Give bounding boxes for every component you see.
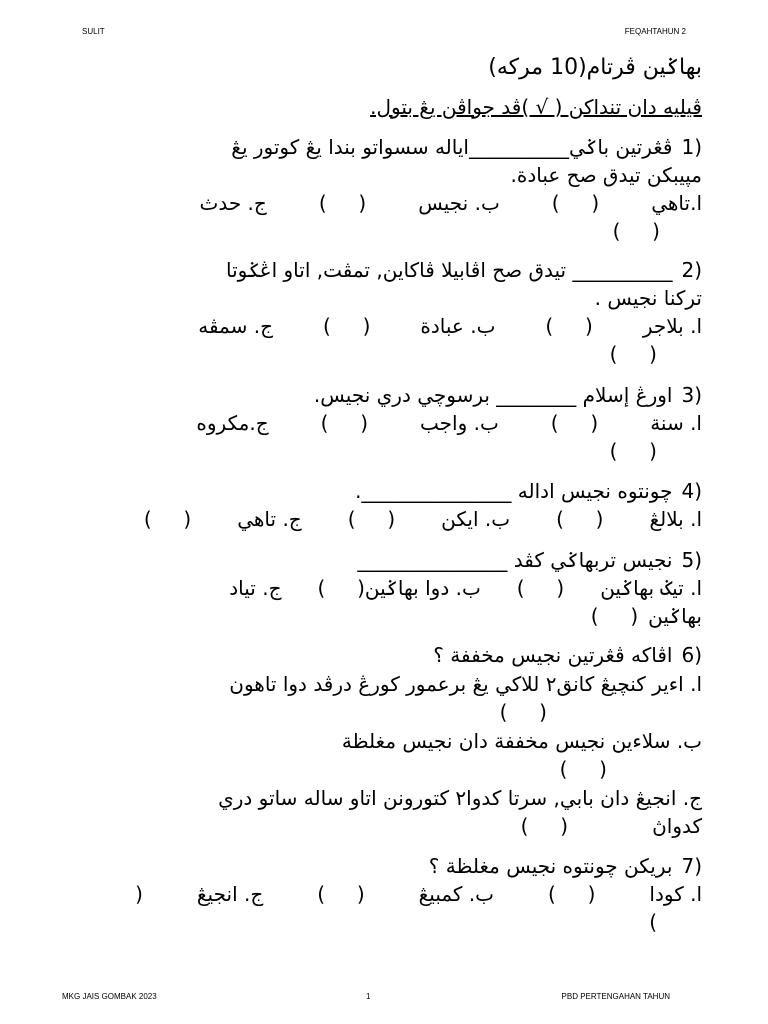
question-stem-line (60, 546, 702, 574)
exam-content (60, 0, 702, 1024)
question-number: 3) (681, 383, 702, 407)
section-heading (60, 53, 702, 83)
answer-box: ( ) (609, 439, 657, 463)
instruction-text: ڤيليه دان تنداكن ( √ )ڤد جواڤن يڠ بتول. (370, 95, 702, 119)
answer-box: ( ) (318, 191, 367, 215)
answer-box: ( ) (559, 757, 607, 781)
option-b: ب. نجيس (418, 191, 500, 215)
section-title: بهاݢين ڤرتام(10 مركه) (488, 55, 702, 80)
option-b: ب. سلاءين نجيس مخففة دان نجيس مغلظة (341, 728, 702, 753)
option-b-line (60, 727, 702, 756)
options-row (60, 602, 702, 630)
question-stem-line (60, 133, 702, 161)
question-4 (60, 477, 702, 533)
option-c: ج.مكروه (196, 411, 269, 435)
answer-box: ( ) (551, 191, 600, 215)
option-b: ب. واجب (420, 411, 499, 435)
answer-box: ( ) (516, 576, 565, 600)
answer-box: ( ) (347, 507, 396, 531)
option-b-group (317, 574, 480, 602)
answer-box: ( ) (548, 882, 596, 906)
answer-box-open: ( (135, 882, 143, 906)
option-b: ب. عبادة (420, 314, 496, 338)
option-a: ا.تاهي (651, 191, 702, 215)
option-c-continued: بهاݢين (648, 604, 702, 628)
options-row (60, 908, 702, 936)
answer-box: ( ) (556, 507, 604, 531)
options-row (60, 880, 702, 908)
question-stem-line (60, 161, 702, 189)
footer-left: MKG JAIS GOMBAK 2023 (62, 992, 157, 1001)
options-row (60, 755, 702, 784)
question-stem-line (60, 284, 702, 312)
option-a: ا. بلاجر (642, 314, 702, 338)
options-row (60, 312, 702, 340)
option-a-line (60, 670, 702, 699)
options-row (60, 340, 702, 368)
option-a: ا. كودا (649, 882, 702, 906)
question-7 (60, 852, 702, 936)
options-row (60, 505, 702, 533)
question-number: 5) (681, 548, 702, 572)
answer-box: ( ) (612, 219, 660, 243)
footer-right: PBD PERTENGAHAN TAHUN (561, 992, 670, 1001)
answer-box: ( ) (323, 314, 371, 338)
question-number: 2) (681, 258, 702, 282)
option-a: ا. تيݢ بهاݢين (600, 576, 702, 600)
header-right: FEQAHTAHUN 2 (624, 27, 686, 36)
options-row (60, 812, 702, 841)
options-row (60, 409, 702, 437)
question-text: اورڠ إسلام ________ برسوچي دري نجيس. (313, 383, 673, 407)
question-text: تركنا نجيس . (594, 286, 702, 310)
question-number: 4) (681, 479, 702, 503)
question-stem-line (60, 477, 702, 505)
answer-box: ( ) (545, 314, 593, 338)
question-stem-line (60, 641, 702, 670)
option-c: ج. حدث (199, 191, 267, 215)
question-6 (60, 641, 702, 841)
instruction-block (60, 93, 702, 121)
answer-box: ( ) (317, 882, 365, 906)
option-c-continued: كدواڽ (652, 814, 702, 838)
question-text: ڤڠرتين باݢي__________اياله سسواتو بندا يڠ كوتور يڠ (231, 135, 673, 159)
answer-box: ( ) (143, 507, 192, 531)
option-c: ج. تياد (229, 576, 282, 600)
option-b: ب. ايكن (441, 507, 511, 531)
options-row (60, 217, 702, 245)
question-3 (60, 381, 702, 465)
answer-box: ( ) (590, 604, 639, 628)
answer-box: ( ) (499, 700, 547, 724)
options-row (60, 574, 702, 602)
question-2 (60, 256, 702, 368)
question-1 (60, 133, 702, 245)
options-row (60, 698, 702, 727)
option-c: ج. تاهي (237, 507, 302, 531)
answer-box: ( ) (317, 576, 365, 600)
options-row (60, 437, 702, 465)
answer-box: ( ) (609, 342, 657, 366)
question-stem-line (60, 852, 702, 880)
question-text: مپيبكن تيدق صح عبادة. (510, 163, 702, 187)
option-c: ج. انجيڠ (196, 882, 264, 906)
question-5 (60, 546, 702, 630)
header-left: SULIT (82, 27, 105, 36)
question-number: 6) (681, 643, 702, 667)
answer-box: ( ) (320, 411, 369, 435)
option-a: ا. بلالڠ (649, 507, 702, 531)
page-number: 1 (366, 992, 371, 1001)
option-c: ج. انجيڠ دان بابي, سرتا كدوا٢ كتورونن اتاو ساله ساتو دري (218, 785, 702, 810)
option-c-line (60, 784, 702, 813)
question-text: نجيس تربهاݢي كڤد _______________ (357, 548, 673, 572)
option-a: ا. سنة (650, 411, 702, 435)
options-row (60, 189, 702, 217)
question-text: چونتوه نجيس اداله _______________. (355, 479, 673, 503)
answer-box: ( ) (520, 814, 569, 838)
option-b: ب. دوا بهاݢين (364, 576, 481, 600)
question-text: اڤاكه ڤڠرتين نجيس مخففة ؟ (433, 643, 673, 667)
option-b: ب. كمبيڠ (418, 882, 494, 906)
question-stem-line (60, 381, 702, 409)
question-stem-line (60, 256, 702, 284)
option-a: ا. اءير كنچيڠ كانق٢ للاكي يڠ برعمور كورڠ درڤد دوا تاهون (229, 671, 702, 696)
question-number: 1) (681, 135, 702, 159)
answer-box-close: ) (649, 910, 657, 934)
question-text: __________ تيدق صح اڤابيلا ڤاكاين, تمڤت, اتاو اڠݢوتا (225, 258, 673, 282)
answer-box: ( ) (550, 411, 599, 435)
question-number: 7) (681, 854, 702, 878)
question-text: بريكن چونتوه نجيس مغلظة ؟ (428, 854, 673, 878)
option-c: ج. سمڤه (198, 314, 274, 338)
